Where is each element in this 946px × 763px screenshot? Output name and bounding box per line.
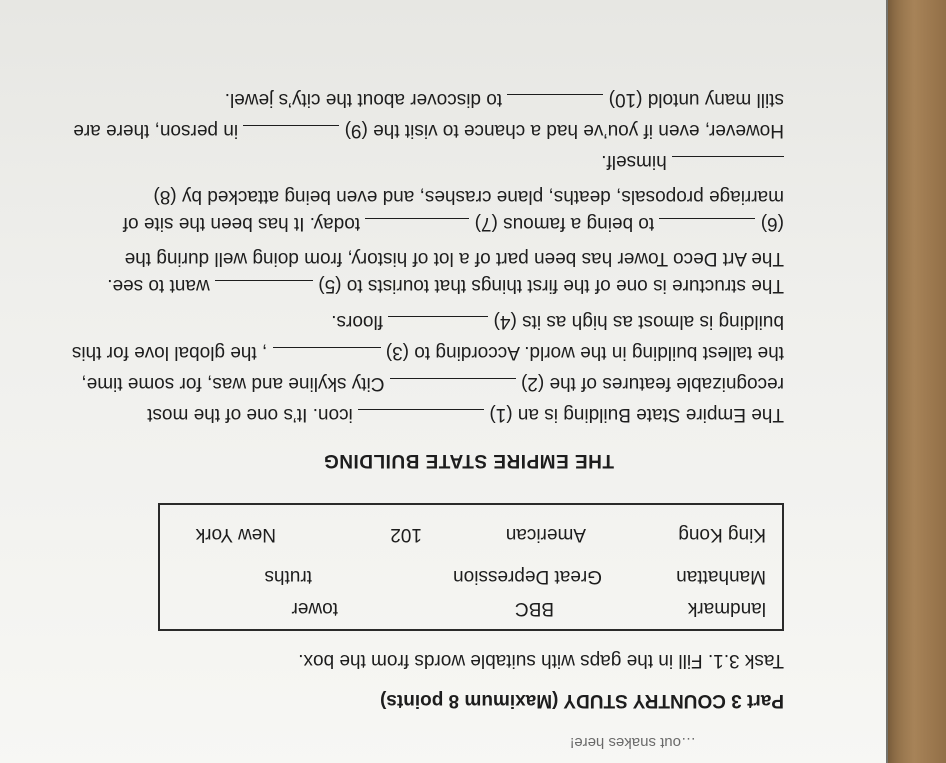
text-line — [147, 403, 784, 429]
answer-gap — [215, 280, 313, 300]
word-box-item: BBC — [514, 598, 554, 619]
text-segment: recognizable features of the (2) — [521, 373, 784, 394]
text-segment: The Empire State Building is an (1) — [489, 404, 784, 425]
answer-gap — [358, 409, 484, 429]
text-segment: icon. It’s one of the most — [147, 404, 353, 425]
text-segment: The structure is one of the first things that tourists to (5) — [318, 275, 784, 296]
text-line — [107, 274, 784, 300]
text-segment: The Art Deco Tower has been part of a lot of history, from doing well during the — [124, 248, 784, 269]
answer-gap — [243, 125, 339, 145]
part-title: Part 3 COUNTRY STUDY (Maximum 8 points) — [380, 690, 784, 711]
answer-gap — [672, 156, 784, 176]
word-box-item: American — [505, 524, 586, 545]
text-segment: However, even if you’ve had a chance to visit the (9) — [344, 120, 784, 141]
text-segment: today. It has been the site of — [122, 213, 361, 234]
text-segment: floors. — [331, 311, 384, 332]
word-box-item: 102 — [390, 524, 422, 545]
task-instruction: Task 3.1. Fill in the gaps with suitable words from the box. — [298, 650, 784, 671]
text-segment: building is almost as high as its (4) — [493, 311, 784, 332]
text-segment: to discover about the city’s jewel. — [224, 89, 503, 110]
text-line — [331, 310, 784, 336]
word-box — [158, 503, 784, 631]
text-segment: marriage proposals, deaths, plane crashes, and even being attacked by (8) — [153, 186, 784, 207]
text-segment: want to see. — [107, 275, 210, 296]
text-segment: the tallest building in the world. According to (3) — [385, 342, 784, 363]
text-line — [125, 247, 784, 269]
text-line — [601, 150, 784, 176]
word-box-item: truths — [264, 566, 312, 587]
text-line — [153, 185, 784, 207]
answer-gap — [273, 347, 381, 367]
word-box-item: Great Depression — [453, 566, 602, 587]
answer-gap — [659, 218, 755, 238]
word-box-item: King Kong — [678, 524, 766, 545]
word-box-item: tower — [291, 598, 338, 619]
text-segment: in person, there are — [73, 120, 239, 141]
text-line — [225, 88, 784, 114]
text-line — [123, 212, 784, 238]
word-box-item: landmark — [687, 598, 766, 619]
word-box-item: New York — [195, 524, 276, 545]
text-segment: to being a famous (7) — [474, 213, 655, 234]
text-segment: still many untold (10) — [608, 89, 784, 110]
answer-gap — [507, 94, 603, 114]
text-segment: City skyline and was, for some time, — [81, 373, 385, 394]
text-line — [81, 372, 784, 398]
text-segment: (6) — [760, 213, 784, 234]
text-line — [73, 119, 784, 145]
word-box-item: Manhattan — [676, 566, 766, 587]
text-line — [72, 341, 784, 367]
text-segment: , the global love for this — [71, 342, 268, 363]
answer-gap — [365, 218, 469, 238]
text-segment: himself. — [601, 151, 667, 172]
answer-gap — [390, 378, 516, 398]
answer-gap — [388, 316, 488, 336]
cut-off-heading: …out snakes here! — [570, 734, 696, 751]
section-title: THE EMPIRE STATE BUILDING — [323, 450, 614, 471]
